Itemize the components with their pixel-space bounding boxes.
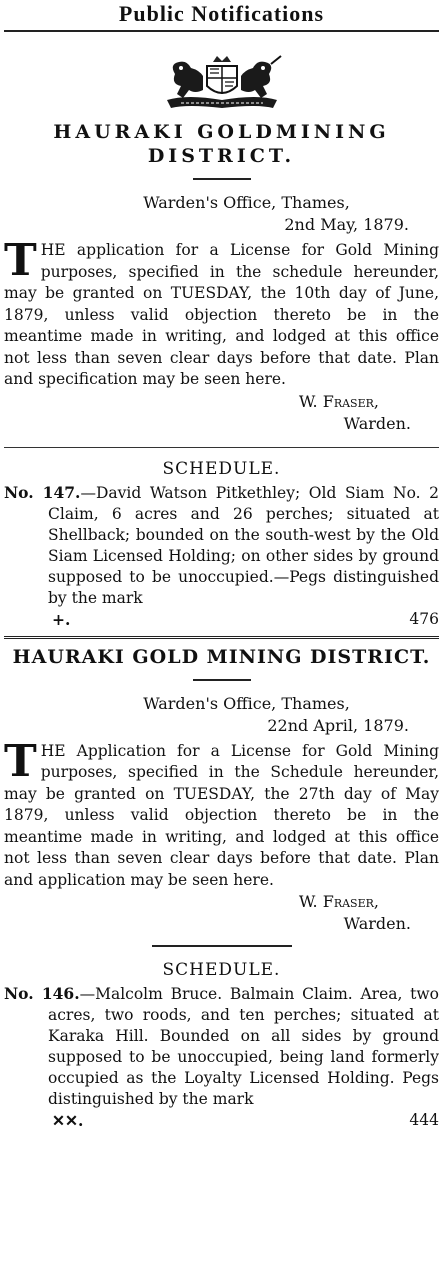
notice-heading: HAURAKI GOLDMINING DISTRICT. [53,121,390,167]
drop-cap: T [4,735,37,787]
entry-text: —David Watson Pitkethley; Old Siam No. 2 Claim, 6 acres and 26 perches; situated at Shellback; bounded on the south-west by the Old Siam Licensed Holding; on other sides by ground supposed to be unoccupied.—Pegs distinguished by the mark [48,483,439,607]
drop-cap: T [4,235,37,286]
signatory-name: W. Fraser, [298,391,379,411]
notice-heading: HAURAKI GOLD MINING DISTRICT. [12,645,431,668]
peg-mark: ✕✕. [52,1111,84,1130]
notice-body [4,235,439,391]
reference-number: 444 [409,1111,439,1129]
entry-footer [4,609,439,630]
divider [152,945,292,947]
schedule-heading: SCHEDULE. [162,960,281,980]
column-header: Public Notifications [4,0,439,32]
divider [193,679,251,681]
notice-2 [4,645,439,1132]
notice-body-text: HE application for a License for Gold Mining purposes, specified in the schedule hereunder, may be granted on TUESDAY, the 10th day of June, 1879, unless valid objection thereto be in the meantime made in writing, and lodged at this office not less than seven clear days before that date. Plan and specification may be seen here. [4,241,439,388]
peg-mark: +. [52,609,71,629]
entry-number: No. 146. [4,984,80,1003]
coat-of-arms-icon [147,54,297,110]
schedule-entry [4,983,439,1110]
schedule-heading: SCHEDULE. [162,458,281,479]
reference-number: 476 [409,609,439,628]
signatory-name: W. Fraser, [298,892,379,911]
entry-number: No. 147. [4,482,81,502]
royal-coat-of-arms-ornament [4,54,439,110]
signatory-title: Warden. [343,413,411,433]
notice-body-text: HE Application for a License for Gold Mining purposes, specified in the Schedule hereunder, may be granted on TUESDAY, the 27th day of May 1879, unless valid objection thereto be in the meantime made in writing, and lodged at this office not less than seven clear days before that date. Plan and application may be seen here. [4,741,439,889]
notice-body [4,735,439,892]
signatory-title: Warden. [343,914,411,933]
notice-date: 22nd April, 1879. [267,715,409,735]
entry-text: —Malcolm Bruce. Balmain Claim. Area, two acres, two roods, and ten perches; situated at Karaka Hill. Bounded on all sides by ground supposed to be unoccupied, being land formerly occupied as the Loyalty Licensed Holding. Pegs distinguished by the mark [48,985,439,1108]
schedule-entry [4,482,439,609]
office-line: Warden's Office, Thames, [143,193,350,212]
section-divider [4,636,439,639]
entry-footer [4,1110,439,1131]
office-line: Warden's Office, Thames, [143,693,350,713]
divider [4,447,439,448]
notice-date: 2nd May, 1879. [284,215,409,234]
divider [193,178,251,180]
notice-1 [4,120,439,630]
newspaper-column [4,0,439,1272]
